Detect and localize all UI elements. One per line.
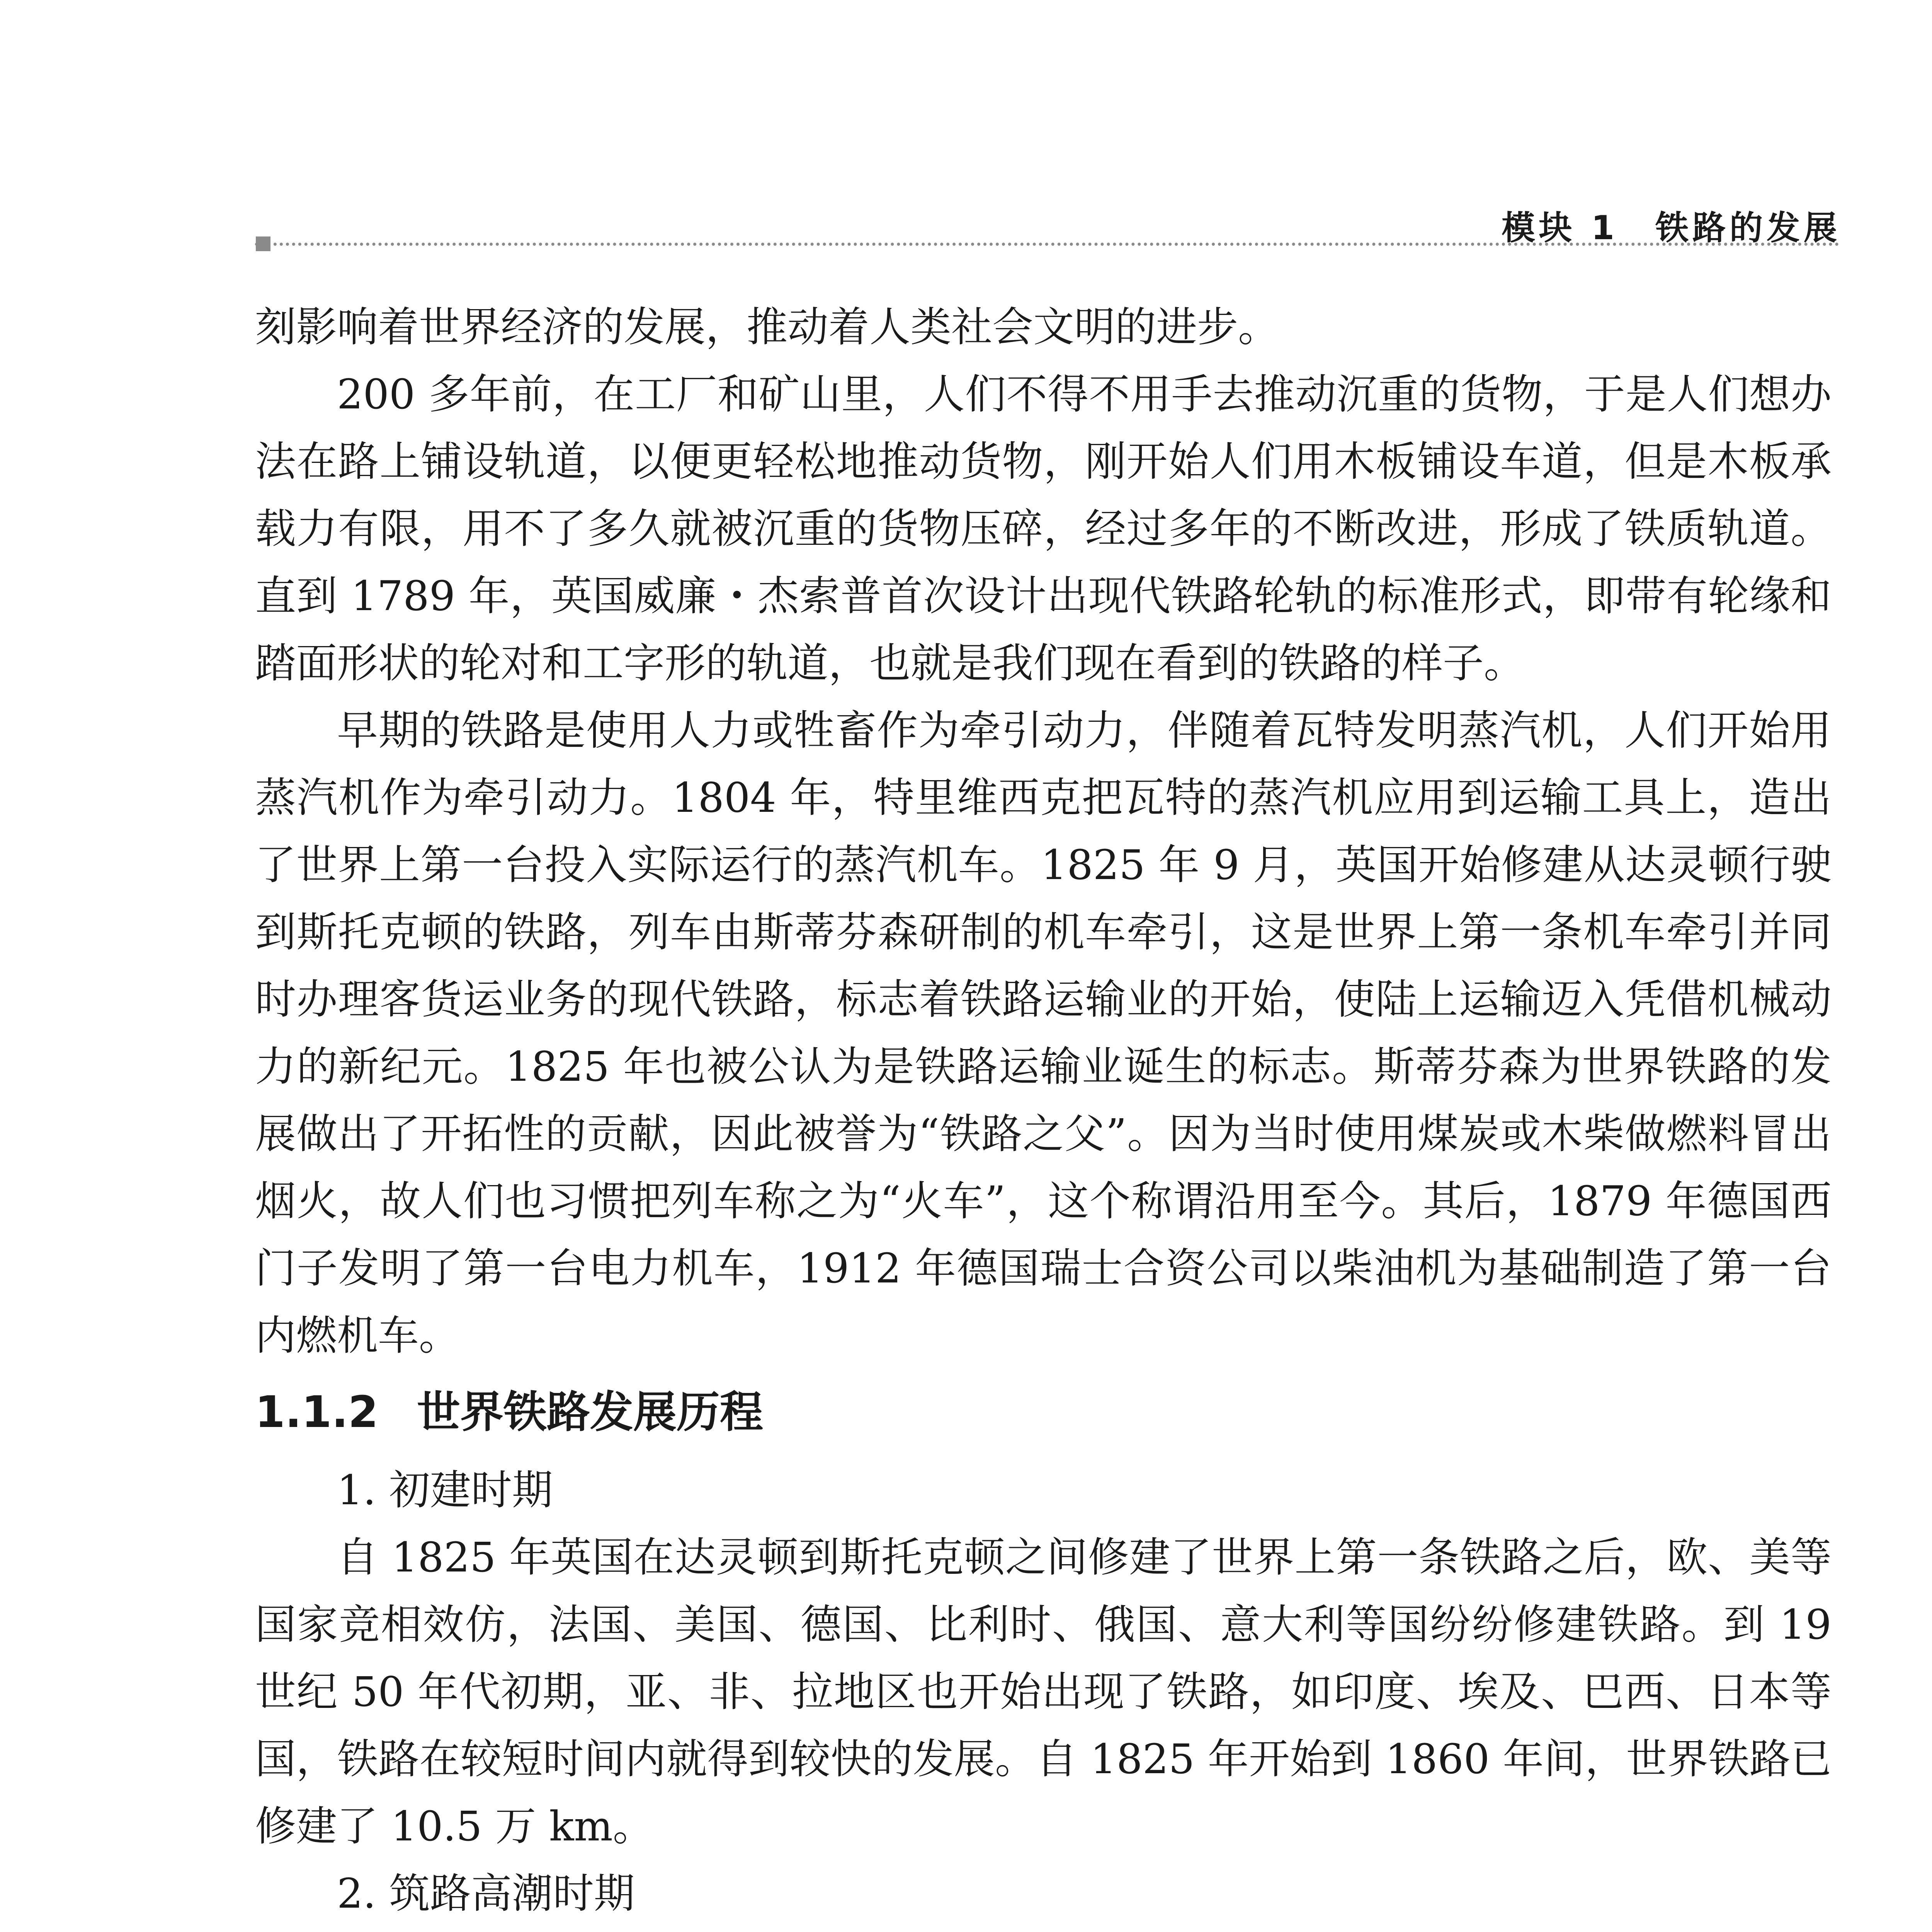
- period-1-paragraph: 自 1825 年英国在达灵顿到斯托克顿之间修建了世界上第一条铁路之后，欧、美等国家竞相效仿，法国、美国、德国、比利时、俄国、意大利等国纷纷修建铁路。到 19 世纪 50 年代初期，亚、非、拉地区也开始出现了铁路，如印度、埃及、巴西、日本等国，铁路在较短时间内就得到较快的发展。自 1825 年开始到 1860 年间，世界铁路已修建了 10.5 万 km。: [255, 1534, 1832, 1850]
- header-dotted-rule: [255, 243, 1839, 246]
- section-title: 世界铁路发展历程: [417, 1387, 763, 1437]
- section-heading: [255, 1379, 1832, 1445]
- running-header: 模块 1 铁路的发展: [1502, 209, 1841, 247]
- paragraph-steam-locomotive: 早期的铁路是使用人力或牲畜作为牵引动力，伴随着瓦特发明蒸汽机，人们开始用蒸汽机作为牵引动力。1804 年，特里维西克把瓦特的蒸汽机应用到运输工具上，造出了世界上第一台投入实际运行的蒸汽机车。1825 年 9 月，英国开始修建从达灵顿行驶到斯托克顿的铁路，列车由斯蒂芬森研制的机车牵引，这是世界上第一条机车牵引并同时办理客货运业务的现代铁路，标志着铁路运输业的开始，使陆上运输迈入凭借机械动力的新纪元。1825 年也被公认为是铁路运输业诞生的标志。斯蒂芬森为世界铁路的发展做出了开拓性的贡献，因此被誉为“铁路之父”。因为当时使用煤炭或木柴做燃料冒出烟火，故人们也习惯把列车称之为“火车”，这个称谓沿用至今。其后，1879 年德国西门子发明了第一台电力机车，1912 年德国瑞士合资公司以柴油机为基础制造了第一台内燃机车。: [255, 707, 1832, 1359]
- period-heading-1: 1. 初建时期: [337, 1466, 553, 1514]
- period-heading-2: 2. 筑路高潮时期: [337, 1870, 635, 1917]
- page-content: [255, 294, 1832, 1932]
- period-2-paragraph: [255, 1927, 1832, 1932]
- paragraph-early-rails: 200 多年前，在工厂和矿山里，人们不得不用手去推动沉重的货物，于是人们想办法在路上铺设轨道，以便更轻松地推动货物，刚开始人们用木板铺设车道，但是木板承载力有限，用不了多久就被沉重的货物压碎，经过多年的不断改进，形成了铁质轨道。直到 1789 年，英国威廉・杰索普首次设计出现代铁路轮轨的标准形式，即带有轮缘和踏面形状的轮对和工字形的轨道，也就是我们现在看到的铁路的样子。: [255, 371, 1832, 687]
- paragraph-continuation: 刻影响着世界经济的发展，推动着人类社会文明的进步。: [255, 303, 1279, 351]
- section-number: 1.1.2: [255, 1387, 378, 1437]
